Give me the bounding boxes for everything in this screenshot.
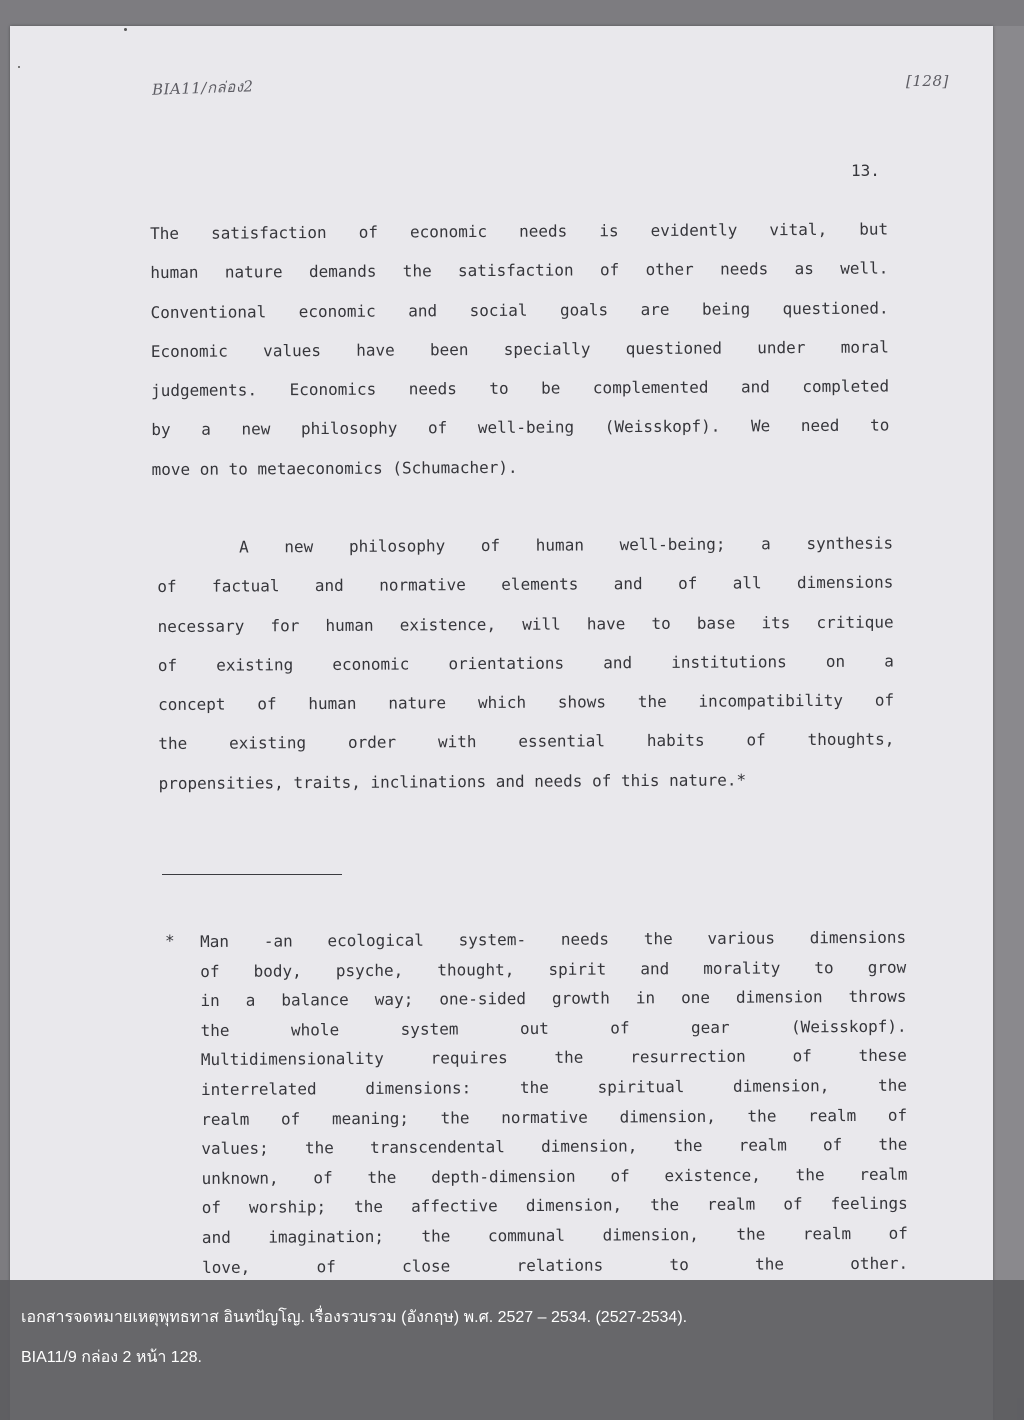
text-line: love, of close relations to the other. xyxy=(202,1253,909,1277)
text-line: necessary for human existence, will have to base its critique xyxy=(157,612,894,636)
text-line: judgements. Economics needs to be complemented and completed xyxy=(151,376,890,401)
text-line: of existing economic orientations and institutions on a xyxy=(157,651,894,675)
handwritten-folio-number: [128] xyxy=(906,72,949,90)
text-line: of factual and normative elements and of all dimensions xyxy=(157,572,894,597)
text-line: interrelated dimensions: the spiritual dimension, the xyxy=(200,1075,908,1099)
text-line: concept of human nature which shows the incompatibility of xyxy=(158,690,895,715)
body-paragraph-2 xyxy=(157,524,895,804)
text-line: unknown, of the depth-dimension of existence, the realm xyxy=(201,1164,908,1188)
text-line: of body, psyche, thought, spirit and morality to grow xyxy=(200,957,907,981)
text-line: in a balance way; one-sided growth in one dimension throws xyxy=(200,986,907,1011)
text-line: Economic values have been specially questioned under moral xyxy=(150,337,889,361)
scan-edge xyxy=(993,26,1024,1420)
text-line: A new philosophy of human well-being; a synthesis xyxy=(239,533,894,557)
text-line: Multidimensionality requires the resurrection of these xyxy=(200,1046,907,1070)
body-paragraph-1 xyxy=(150,209,890,489)
footnote-divider xyxy=(162,874,342,875)
text-line: propensities, traits, inclinations and needs of this nature.* xyxy=(158,770,747,793)
text-line: Conventional economic and social goals are being questioned. xyxy=(150,298,889,322)
caption-overlay xyxy=(0,1280,1024,1420)
footnote-text xyxy=(200,923,908,1282)
caption-title: เอกสารจดหมายเหตุพุทธทาส อินทปัญโญ. เรื่องรวบรวม (อังกฤษ) พ.ศ. 2527 – 2534. (2527-2534). xyxy=(21,1309,688,1326)
text-line: by a new philosophy of well-being (Weisskopf). We need to xyxy=(151,415,890,440)
caption-reference: BIA11/9 กล่อง 2 หน้า 128. xyxy=(21,1349,202,1366)
scan-speck xyxy=(18,66,20,68)
handwritten-archive-reference: BIA11/กล่อง2 xyxy=(151,77,254,99)
text-line: values; the transcendental dimension, the realm of the xyxy=(201,1134,908,1159)
text-line: and imagination; the communal dimension, the realm of xyxy=(201,1223,908,1247)
text-line: of worship; the affective dimension, the realm of feelings xyxy=(201,1194,908,1218)
text-line: realm of meaning; the normative dimension, the realm of xyxy=(201,1105,908,1129)
text-line: human nature demands the satisfaction of other needs as well. xyxy=(150,258,889,283)
text-line: the existing order with essential habits of thoughts, xyxy=(158,729,895,754)
text-line: The satisfaction of economic needs is evidently vital, but xyxy=(150,219,889,243)
text-line: Man -an ecological system- needs the various dimensions xyxy=(200,927,907,951)
footnote-marker: * xyxy=(165,931,175,950)
text-line: the whole system out of gear (Weisskopf). xyxy=(200,1016,907,1040)
scan-speck xyxy=(124,28,127,31)
text-line: move on to metaeconomics (Schumacher). xyxy=(151,457,518,479)
page-number: 13. xyxy=(851,161,880,180)
